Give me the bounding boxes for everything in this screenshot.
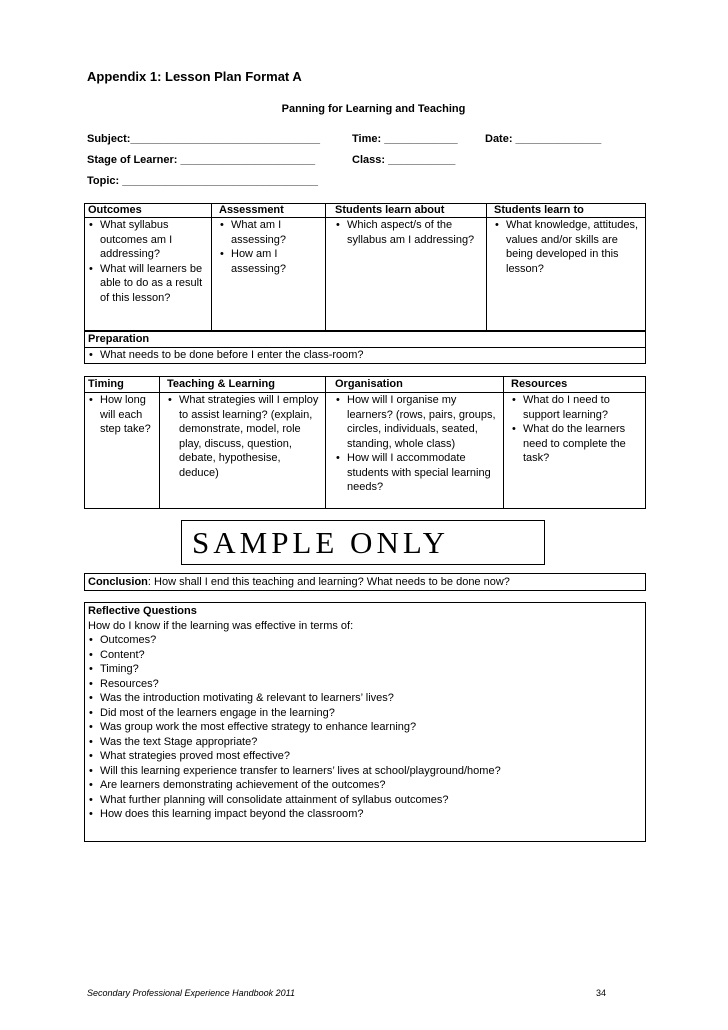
list-item: • Was group work the most effective strategy to enhance learning? [88, 720, 642, 735]
list-item: • What knowledge, attitudes, values and/or skills are being developed in this lesson? [494, 218, 644, 276]
list-item: • Will this learning experience transfer to learners’ lives at school/playground/home? [88, 764, 642, 779]
list-item: • How does this learning impact beyond the classroom? [88, 807, 642, 822]
list-item: • Was the text Stage appropriate? [88, 735, 642, 750]
header-learn-to: Students learn to [494, 204, 584, 216]
list-item: • What am I assessing? [219, 218, 321, 247]
header-teaching: Teaching & Learning [167, 378, 275, 390]
list-item: • Which aspect/s of the syllabus am I addressing? [335, 218, 483, 247]
list-item: • What syllabus outcomes am I addressing? [88, 218, 210, 262]
list-item: • Was the introduction motivating & relevant to learners’ lives? [88, 691, 642, 706]
preparation-list [88, 348, 638, 363]
list-item: • What do the learners need to complete the task? [511, 422, 644, 466]
list-item: • Did most of the learners engage in the learning? [88, 706, 642, 721]
list-item: • Timing? [88, 662, 642, 677]
reflective-list [88, 633, 642, 822]
page-subtitle: Panning for Learning and Teaching [281, 103, 466, 115]
teaching-cell [167, 393, 323, 480]
page-title: Appendix 1: Lesson Plan Format A [87, 69, 302, 84]
footer-handbook: Secondary Professional Experience Handbook 2011 [87, 988, 295, 998]
time-field: Time: ____________ [352, 133, 458, 145]
assessment-cell [219, 218, 321, 276]
header-organisation: Organisation [335, 378, 403, 390]
stage-field: Stage of Learner: ______________________ [87, 154, 316, 166]
list-item: • How long will each step take? [88, 393, 156, 437]
list-item: • Content? [88, 648, 642, 663]
learn-to-cell [494, 218, 644, 276]
list-item: • What needs to be done before I enter the class-room? [88, 348, 638, 363]
topic-field: Topic: ________________________________ [87, 175, 318, 187]
list-item: • What further planning will consolidate attainment of syllabus outcomes? [88, 793, 642, 808]
header-assessment: Assessment [219, 204, 284, 216]
reflective-intro: How do I know if the learning was effective in terms of: [88, 619, 354, 632]
conclusion-line [88, 575, 510, 590]
list-item: • Resources? [88, 677, 642, 692]
conclusion-text: : How shall I end this teaching and learning? What needs to be done now? [147, 576, 510, 588]
list-item: • Are learners demonstrating achievement of the outcomes? [88, 778, 642, 793]
list-item: • What strategies will I employ to assist learning? (explain, demonstrate, model, role play, discuss, question, debate, hypothesise, deduce) [167, 393, 323, 480]
header-timing: Timing [88, 378, 124, 390]
subject-field: Subject:_______________________________ [87, 133, 321, 145]
organisation-cell [335, 393, 501, 495]
list-item: • How will I accommodate students with special learning needs? [335, 451, 501, 495]
list-item: • How am I assessing? [219, 247, 321, 276]
header-learn-about: Students learn about [335, 204, 445, 216]
timing-cell [88, 393, 156, 437]
list-item: • What strategies proved most effective? [88, 749, 642, 764]
conclusion-label: Conclusion [88, 576, 148, 588]
learn-about-cell [335, 218, 483, 247]
class-field: Class: ___________ [352, 154, 456, 166]
list-item: • What will learners be able to do as a result of this lesson? [88, 262, 210, 306]
list-item: • How will I organise my learners? (rows, pairs, groups, circles, individuals, seated, standing, whole class) [335, 393, 501, 451]
list-item: • What do I need to support learning? [511, 393, 644, 422]
outcomes-cell [88, 218, 210, 305]
page-number: 34 [596, 988, 607, 998]
preparation-label: Preparation [88, 333, 150, 345]
list-item: • Outcomes? [88, 633, 642, 648]
resources-cell [511, 393, 644, 466]
date-field: Date: ______________ [485, 133, 602, 145]
header-resources: Resources [511, 378, 568, 390]
sample-only-stamp: SAMPLE ONLY [181, 520, 545, 565]
header-outcomes: Outcomes [88, 204, 142, 216]
reflective-label: Reflective Questions [88, 605, 197, 617]
